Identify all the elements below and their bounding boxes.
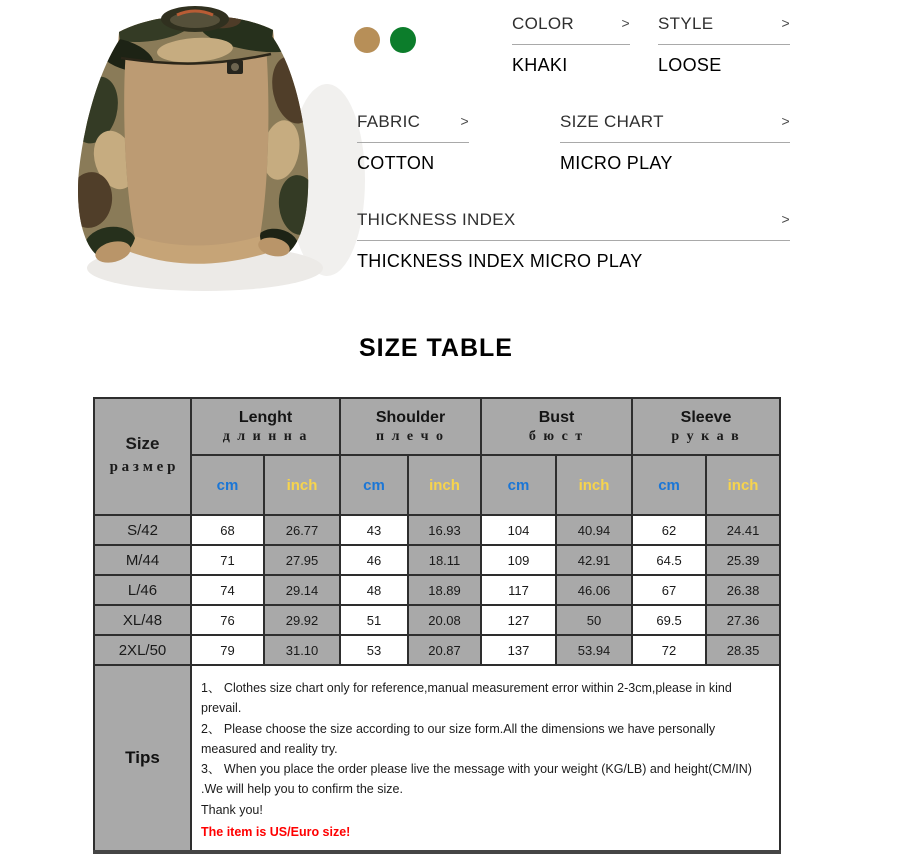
attribute-color <box>512 14 630 76</box>
size-label: L/46 <box>94 575 191 605</box>
cell-cm: 46 <box>340 545 408 575</box>
cell-cm: 69.5 <box>632 605 706 635</box>
cell-inch: 18.11 <box>408 545 481 575</box>
attribute-thickness-index <box>357 210 790 272</box>
cell-inch: 24.41 <box>706 515 780 545</box>
chest-logo-patch <box>227 60 243 74</box>
chevron-right-icon[interactable]: > <box>781 15 790 31</box>
cell-inch: 27.95 <box>264 545 340 575</box>
color-swatches <box>354 27 416 53</box>
chevron-right-icon[interactable]: > <box>621 15 630 31</box>
attribute-style <box>658 14 790 76</box>
swatch-green[interactable] <box>390 27 416 53</box>
attribute-style-label: STYLE <box>658 14 714 33</box>
attribute-fabric <box>357 112 469 174</box>
unit-header-inch: inch <box>706 455 780 515</box>
unit-header-cm: cm <box>481 455 556 515</box>
cell-cm: 137 <box>481 635 556 665</box>
attribute-thickness-value: THICKNESS INDEX MICRO PLAY <box>357 251 643 271</box>
cell-inch: 26.77 <box>264 515 340 545</box>
cell-inch: 53.94 <box>556 635 632 665</box>
cell-inch: 28.35 <box>706 635 780 665</box>
group-header-bust <box>481 398 632 455</box>
group-length-ru: д л и н н а <box>222 428 309 444</box>
size-header-en: Size <box>125 434 160 454</box>
tips-label: Tips <box>94 665 191 852</box>
attribute-color-value: KHAKI <box>512 55 568 75</box>
group-sleeve-ru: р у к а в <box>671 428 741 444</box>
attribute-size-chart-label: SIZE CHART <box>560 112 664 131</box>
tips-line: 1、 Clothes size chart only for reference,manual measurement error within 2-3cm,please in kind prevail. <box>201 681 732 716</box>
cell-inch: 46.06 <box>556 575 632 605</box>
size-header-ru: р а з м е р <box>109 459 176 476</box>
attribute-fabric-label: FABRIC <box>357 112 421 131</box>
tips-line: Thank you! <box>201 802 263 817</box>
chevron-right-icon[interactable]: > <box>460 113 469 129</box>
cell-inch: 20.87 <box>408 635 481 665</box>
group-bust-en: Bust <box>538 408 575 426</box>
cell-cm: 79 <box>191 635 264 665</box>
group-sleeve-en: Sleeve <box>680 408 732 426</box>
cell-inch: 20.08 <box>408 605 481 635</box>
size-label: XL/48 <box>94 605 191 635</box>
cell-cm: 74 <box>191 575 264 605</box>
cell-cm: 67 <box>632 575 706 605</box>
tips-line: 2、 Please choose the size according to our size form.All the dimensions we have personally measured and reality try. <box>201 721 716 756</box>
cell-cm: 127 <box>481 605 556 635</box>
cell-cm: 76 <box>191 605 264 635</box>
group-shoulder-ru: п л е ч о <box>376 428 446 444</box>
cell-cm: 68 <box>191 515 264 545</box>
unit-header-cm: cm <box>340 455 408 515</box>
cell-cm: 64.5 <box>632 545 706 575</box>
table-row <box>94 635 780 665</box>
unit-header-cm: cm <box>632 455 706 515</box>
cell-cm: 117 <box>481 575 556 605</box>
cell-cm: 48 <box>340 575 408 605</box>
size-label: 2XL/50 <box>94 635 191 665</box>
group-header-length <box>191 398 340 455</box>
cell-inch: 29.14 <box>264 575 340 605</box>
group-shoulder-en: Shoulder <box>375 408 446 426</box>
cell-inch: 27.36 <box>706 605 780 635</box>
cell-inch: 31.10 <box>264 635 340 665</box>
table-row <box>94 605 780 635</box>
tips-line: 3、 When you place the order please live the message with your weight (KG/LB) and height(CM/IN) .We will help you to confirm the size. <box>201 762 752 797</box>
table-row <box>94 575 780 605</box>
size-column-header <box>94 398 191 515</box>
size-label: S/42 <box>94 515 191 545</box>
cell-cm: 53 <box>340 635 408 665</box>
chevron-right-icon[interactable]: > <box>781 113 790 129</box>
cell-inch: 50 <box>556 605 632 635</box>
unit-header-inch: inch <box>556 455 632 515</box>
unit-header-inch: inch <box>264 455 340 515</box>
table-row <box>94 515 780 545</box>
attribute-style-value: LOOSE <box>658 55 722 75</box>
cell-cm: 71 <box>191 545 264 575</box>
attribute-size-chart-value: MICRO PLAY <box>560 153 673 173</box>
chevron-right-icon[interactable]: > <box>781 211 790 227</box>
size-table-title: SIZE TABLE <box>359 334 513 362</box>
cell-cm: 104 <box>481 515 556 545</box>
group-header-shoulder <box>340 398 481 455</box>
size-table <box>93 397 781 854</box>
cell-cm: 62 <box>632 515 706 545</box>
cell-inch: 16.93 <box>408 515 481 545</box>
size-label: M/44 <box>94 545 191 575</box>
attribute-color-label: COLOR <box>512 14 574 33</box>
attribute-size-chart <box>560 112 790 174</box>
product-image <box>55 0 367 300</box>
cell-inch: 42.91 <box>556 545 632 575</box>
cell-cm: 43 <box>340 515 408 545</box>
attribute-fabric-value: COTTON <box>357 153 435 173</box>
group-header-sleeve <box>632 398 780 455</box>
cell-cm: 51 <box>340 605 408 635</box>
unit-header-cm: cm <box>191 455 264 515</box>
tips-content <box>191 665 780 852</box>
cell-inch: 26.38 <box>706 575 780 605</box>
tips-highlight: The item is US/Euro size! <box>201 824 351 839</box>
attribute-thickness-label: THICKNESS INDEX <box>357 210 516 229</box>
cell-cm: 72 <box>632 635 706 665</box>
tips-row <box>94 665 780 852</box>
cell-inch: 25.39 <box>706 545 780 575</box>
cell-inch: 29.92 <box>264 605 340 635</box>
cell-inch: 40.94 <box>556 515 632 545</box>
table-row <box>94 545 780 575</box>
group-length-en: Lenght <box>238 408 293 426</box>
cell-cm: 109 <box>481 545 556 575</box>
unit-header-inch: inch <box>408 455 481 515</box>
swatch-khaki[interactable] <box>354 27 380 53</box>
group-bust-ru: б ю с т <box>528 428 585 444</box>
sweatshirt-illustration <box>55 0 367 300</box>
cell-inch: 18.89 <box>408 575 481 605</box>
